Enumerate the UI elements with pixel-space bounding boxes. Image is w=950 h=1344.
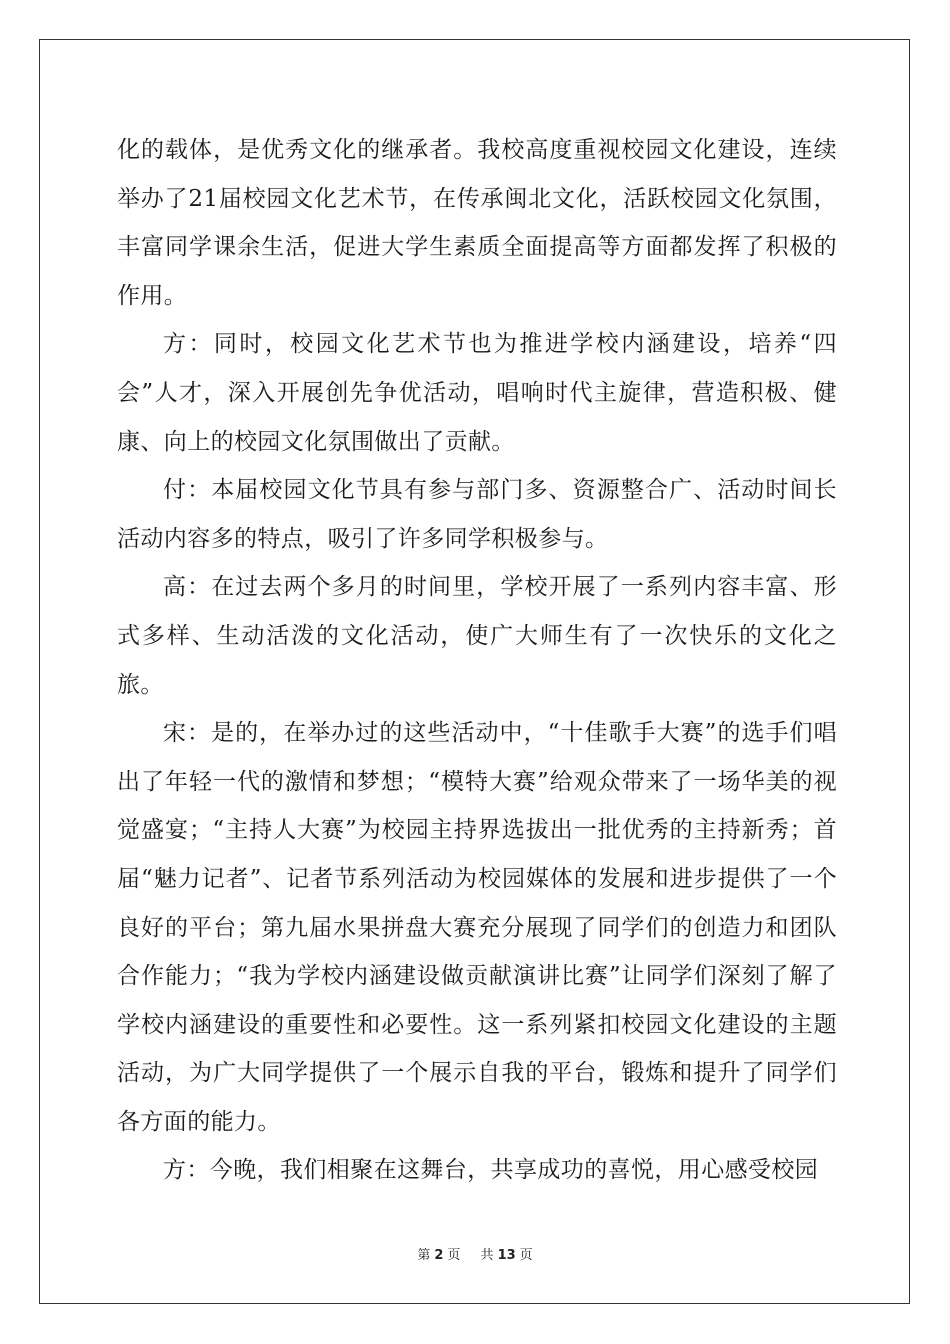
total-pages-indicator xyxy=(477,1248,537,1263)
paragraph-continuation: 化的载体，是优秀文化的继承者。我校高度重视校园文化建设，连续举办了21届校园文化艺术节，在传承闽北文化，活跃校园文化氛围，丰富同学课余生活，促进大学生素质全面提高等方面都发挥了积极的作用。 xyxy=(117,137,837,309)
current-page-indicator xyxy=(413,1248,464,1263)
page-suffix: 页 xyxy=(447,1248,461,1263)
document-body xyxy=(117,126,837,1195)
page-number: 2 xyxy=(434,1248,444,1263)
total-prefix: 共 xyxy=(480,1248,494,1263)
paragraph-gao: 高：在过去两个多月的时间里，学校开展了一系列内容丰富、形式多样、生动活泼的文化活动，使广大师生有了一次快乐的文化之旅。 xyxy=(117,574,837,698)
paragraph-fang-1: 方：同时，校园文化艺术节也为推进学校内涵建设，培养“四会”人才，深入开展创先争优活动，唱响时代主旋律，营造积极、健康、向上的校园文化氛围做出了贡献。 xyxy=(117,331,837,455)
paragraph-song: 宋：是的，在举办过的这些活动中，“十佳歌手大赛”的选手们唱出了年轻一代的激情和梦想；“模特大赛”给观众带来了一场华美的视觉盛宴；“主持人大赛”为校园主持界选拔出一批优秀的主持新秀；首届“魅力记者”、记者节系列活动为校园媒体的发展和进步提供了一个良好的平台；第九届水果拼盘大赛充分展现了同学们的创造力和团队合作能力；“我为学校内涵建设做贡献演讲比赛”让同学们深刻了解了学校内涵建设的重要性和必要性。这一系列紧扣校园文化建设的主题活动，为广大同学提供了一个展示自我的平台，锻炼和提升了同学们各方面的能力。 xyxy=(117,720,837,1135)
total-suffix: 页 xyxy=(519,1248,533,1263)
page-prefix: 第 xyxy=(417,1248,431,1263)
paragraph-fang-2: 方：今晚，我们相聚在这舞台，共享成功的喜悦，用心感受校园 xyxy=(163,1157,819,1184)
page-footer xyxy=(0,1244,950,1263)
paragraph-fu: 付：本届校园文化节具有参与部门多、资源整合广、活动时间长活动内容多的特点，吸引了许多同学积极参与。 xyxy=(117,477,837,552)
total-pages: 13 xyxy=(497,1248,516,1263)
